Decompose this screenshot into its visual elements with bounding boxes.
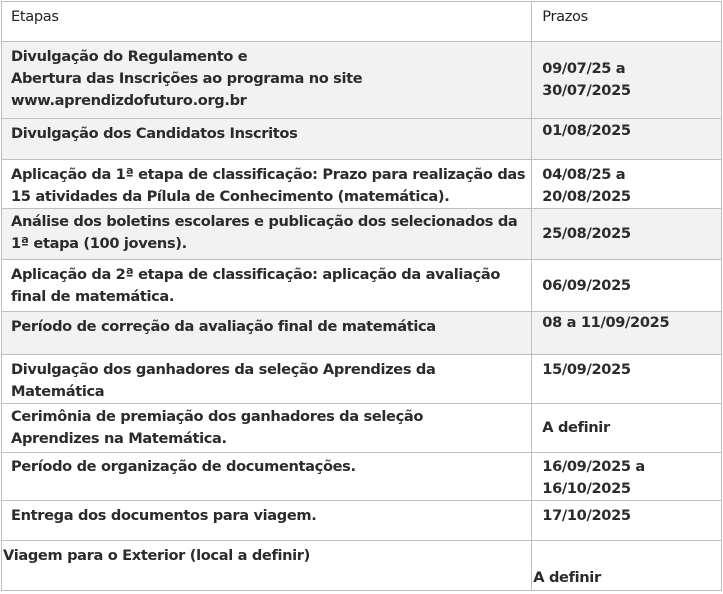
prazo-cell: 09/07/25 a 30/07/2025 <box>532 42 722 119</box>
etapa-cell: Divulgação do Regulamento e Abertura das Inscrições ao programa no site www.aprendizdofuturo.org.br <box>2 42 532 119</box>
table-row <box>2 501 722 541</box>
table-row <box>2 312 722 355</box>
table-row <box>2 260 722 312</box>
prazo-cell: 08 a 11/09/2025 <box>532 312 722 355</box>
table-row <box>2 160 722 209</box>
table-row <box>2 209 722 260</box>
etapas-header: Etapas <box>2 2 532 42</box>
header-row <box>2 2 722 42</box>
prazo-cell: 25/08/2025 <box>532 209 722 260</box>
prazo-cell: 15/09/2025 <box>532 355 722 404</box>
table-row <box>2 42 722 119</box>
etapa-cell: Divulgação dos Candidatos Inscritos <box>2 119 532 160</box>
etapa-cell: Período de organização de documentações. <box>2 453 532 501</box>
etapa-cell: Aplicação da 2ª etapa de classificação: aplicação da avaliação final de matemática. <box>2 260 532 312</box>
etapa-cell: Viagem para o Exterior (local a definir) <box>2 541 532 591</box>
prazos-header: Prazos <box>532 2 722 42</box>
schedule-table <box>1 1 722 591</box>
prazo-cell: 04/08/25 a 20/08/2025 <box>532 160 722 209</box>
prazo-cell: A definir <box>532 541 722 591</box>
etapa-cell: Período de correção da avaliação final de matemática <box>2 312 532 355</box>
prazo-cell: A definir <box>532 404 722 453</box>
etapa-cell: Cerimônia de premiação dos ganhadores da seleção Aprendizes na Matemática. <box>2 404 532 453</box>
prazo-cell: 16/09/2025 a 16/10/2025 <box>532 453 722 501</box>
table-row <box>2 119 722 160</box>
table-row <box>2 404 722 453</box>
etapa-cell: Análise dos boletins escolares e publicação dos selecionados da 1ª etapa (100 jovens). <box>2 209 532 260</box>
etapa-cell: Divulgação dos ganhadores da seleção Aprendizes da Matemática <box>2 355 532 404</box>
prazo-cell: 17/10/2025 <box>532 501 722 541</box>
etapa-cell: Aplicação da 1ª etapa de classificação: Prazo para realização das 15 atividades da Pílula de Conhecimento (matemática). <box>2 160 532 209</box>
etapa-cell: Entrega dos documentos para viagem. <box>2 501 532 541</box>
prazo-cell: 06/09/2025 <box>532 260 722 312</box>
table-row <box>2 453 722 501</box>
prazo-cell: 01/08/2025 <box>532 119 722 160</box>
table-row <box>2 541 722 591</box>
table-row <box>2 355 722 404</box>
